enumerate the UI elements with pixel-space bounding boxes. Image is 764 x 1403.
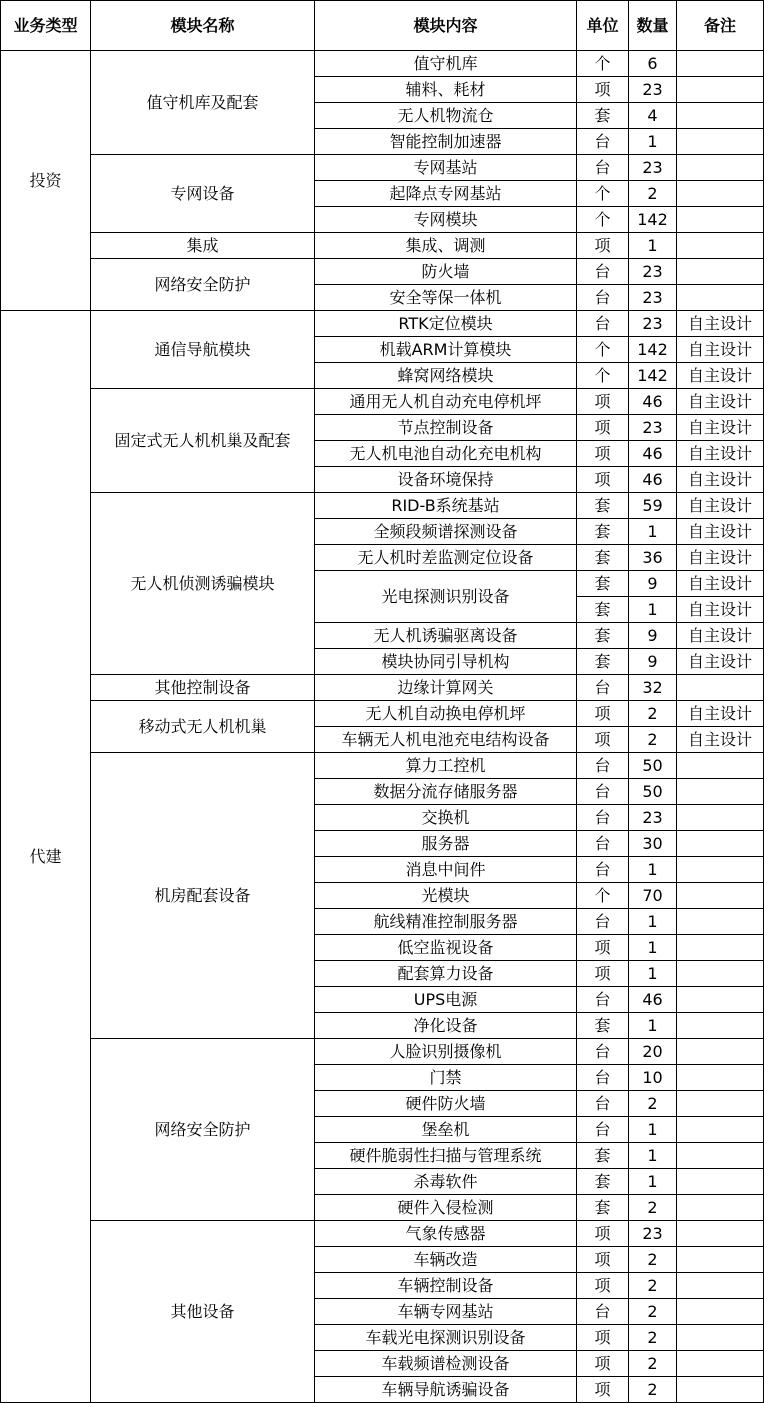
module-content-cell: 集成、调测 [315, 233, 577, 259]
quantity-cell: 46 [629, 441, 677, 467]
note-cell [677, 779, 764, 805]
unit-cell: 项 [577, 1247, 629, 1273]
unit-cell: 项 [577, 961, 629, 987]
unit-cell: 套 [577, 545, 629, 571]
header-note: 备注 [677, 1, 764, 51]
module-content-cell: 模块协同引导机构 [315, 649, 577, 675]
note-cell: 自主设计 [677, 467, 764, 493]
note-cell [677, 831, 764, 857]
note-cell [677, 207, 764, 233]
quantity-cell: 1 [629, 233, 677, 259]
note-cell: 自主设计 [677, 727, 764, 753]
module-content-cell: 车载光电探测识别设备 [315, 1325, 577, 1351]
unit-cell: 台 [577, 1065, 629, 1091]
note-cell [677, 935, 764, 961]
module-content-cell: 无人机诱骗驱离设备 [315, 623, 577, 649]
unit-cell: 项 [577, 701, 629, 727]
note-cell [677, 1013, 764, 1039]
module-content-cell: 值守机库 [315, 51, 577, 77]
module-content-cell: RID-B系统基站 [315, 493, 577, 519]
quantity-cell: 2 [629, 727, 677, 753]
quantity-cell: 2 [629, 1325, 677, 1351]
module-content-cell: 防火墙 [315, 259, 577, 285]
quantity-cell: 1 [629, 961, 677, 987]
unit-cell: 套 [577, 493, 629, 519]
module-content-cell: RTK定位模块 [315, 311, 577, 337]
module-content-cell: 节点控制设备 [315, 415, 577, 441]
unit-cell: 套 [577, 649, 629, 675]
quantity-cell: 2 [629, 1273, 677, 1299]
module-content-cell: 安全等保一体机 [315, 285, 577, 311]
module-name-cell: 集成 [91, 233, 315, 259]
quantity-cell: 46 [629, 987, 677, 1013]
note-cell: 自主设计 [677, 441, 764, 467]
unit-cell: 台 [577, 675, 629, 701]
module-content-cell: 无人机时差监测定位设备 [315, 545, 577, 571]
quantity-cell: 1 [629, 909, 677, 935]
module-content-cell: 硬件入侵检测 [315, 1195, 577, 1221]
note-cell [677, 51, 764, 77]
module-name-cell: 无人机侦测诱骗模块 [91, 493, 315, 675]
note-cell [677, 1299, 764, 1325]
note-cell [677, 805, 764, 831]
note-cell: 自主设计 [677, 571, 764, 597]
unit-cell: 个 [577, 337, 629, 363]
note-cell: 自主设计 [677, 311, 764, 337]
header-content: 模块内容 [315, 1, 577, 51]
unit-cell: 套 [577, 597, 629, 623]
quantity-cell: 1 [629, 935, 677, 961]
module-content-cell: 辅料、耗材 [315, 77, 577, 103]
unit-cell: 个 [577, 51, 629, 77]
module-content-cell: 光电探测识别设备 [315, 571, 577, 623]
note-cell [677, 857, 764, 883]
module-content-cell: UPS电源 [315, 987, 577, 1013]
module-name-cell: 移动式无人机机巢 [91, 701, 315, 753]
quantity-cell: 1 [629, 1013, 677, 1039]
note-cell [677, 1169, 764, 1195]
quantity-cell: 2 [629, 1351, 677, 1377]
unit-cell: 套 [577, 1169, 629, 1195]
note-cell: 自主设计 [677, 415, 764, 441]
note-cell: 自主设计 [677, 389, 764, 415]
note-cell [677, 285, 764, 311]
unit-cell: 个 [577, 363, 629, 389]
unit-cell: 项 [577, 1273, 629, 1299]
unit-cell: 个 [577, 207, 629, 233]
table-row [1, 1221, 764, 1247]
unit-cell: 个 [577, 883, 629, 909]
module-content-cell: 蜂窝网络模块 [315, 363, 577, 389]
note-cell [677, 1273, 764, 1299]
header-row [1, 1, 764, 51]
quantity-cell: 23 [629, 805, 677, 831]
quantity-cell: 2 [629, 1377, 677, 1403]
module-name-cell: 其他设备 [91, 1221, 315, 1403]
quantity-cell: 70 [629, 883, 677, 909]
quantity-cell: 23 [629, 77, 677, 103]
unit-cell: 套 [577, 623, 629, 649]
module-content-cell: 算力工控机 [315, 753, 577, 779]
note-cell [677, 259, 764, 285]
table-row [1, 259, 764, 285]
unit-cell: 项 [577, 1351, 629, 1377]
note-cell: 自主设计 [677, 363, 764, 389]
quantity-cell: 30 [629, 831, 677, 857]
business-type-cell: 代建 [1, 311, 91, 1403]
table-row [1, 1039, 764, 1065]
unit-cell: 台 [577, 909, 629, 935]
quantity-cell: 46 [629, 467, 677, 493]
quantity-cell: 1 [629, 1117, 677, 1143]
module-content-cell: 服务器 [315, 831, 577, 857]
unit-cell: 项 [577, 77, 629, 103]
quantity-cell: 23 [629, 259, 677, 285]
unit-cell: 项 [577, 1377, 629, 1403]
quantity-cell: 2 [629, 1195, 677, 1221]
quantity-cell: 1 [629, 519, 677, 545]
unit-cell: 台 [577, 831, 629, 857]
module-content-cell: 低空监视设备 [315, 935, 577, 961]
module-content-cell: 消息中间件 [315, 857, 577, 883]
quantity-cell: 2 [629, 1299, 677, 1325]
note-cell [677, 1039, 764, 1065]
quantity-cell: 32 [629, 675, 677, 701]
quantity-cell: 1 [629, 1143, 677, 1169]
table-body [1, 51, 764, 1403]
quantity-cell: 2 [629, 1091, 677, 1117]
module-content-cell: 无人机物流仓 [315, 103, 577, 129]
note-cell [677, 1195, 764, 1221]
module-name-cell: 专网设备 [91, 155, 315, 233]
note-cell: 自主设计 [677, 519, 764, 545]
quantity-cell: 50 [629, 779, 677, 805]
module-name-cell: 值守机库及配套 [91, 51, 315, 155]
unit-cell: 台 [577, 779, 629, 805]
unit-cell: 台 [577, 129, 629, 155]
quantity-cell: 20 [629, 1039, 677, 1065]
module-content-cell: 起降点专网基站 [315, 181, 577, 207]
note-cell [677, 961, 764, 987]
business-type-cell: 投资 [1, 51, 91, 311]
quantity-cell: 23 [629, 311, 677, 337]
unit-cell: 套 [577, 103, 629, 129]
quantity-cell: 4 [629, 103, 677, 129]
note-cell [677, 753, 764, 779]
note-cell [677, 675, 764, 701]
quantity-cell: 1 [629, 857, 677, 883]
note-cell: 自主设计 [677, 597, 764, 623]
note-cell [677, 1351, 764, 1377]
module-content-cell: 配套算力设备 [315, 961, 577, 987]
module-name-cell: 其他控制设备 [91, 675, 315, 701]
quantity-cell: 1 [629, 597, 677, 623]
module-content-cell: 全频段频谱探测设备 [315, 519, 577, 545]
module-name-cell: 通信导航模块 [91, 311, 315, 389]
quantity-cell: 2 [629, 701, 677, 727]
unit-cell: 套 [577, 519, 629, 545]
module-content-cell: 门禁 [315, 1065, 577, 1091]
unit-cell: 台 [577, 155, 629, 181]
note-cell [677, 1143, 764, 1169]
note-cell [677, 77, 764, 103]
header-qty: 数量 [629, 1, 677, 51]
quantity-cell: 142 [629, 363, 677, 389]
quantity-cell: 23 [629, 415, 677, 441]
note-cell [677, 987, 764, 1013]
unit-cell: 项 [577, 467, 629, 493]
module-content-cell: 车载频谱检测设备 [315, 1351, 577, 1377]
note-cell [677, 1221, 764, 1247]
note-cell [677, 155, 764, 181]
module-content-cell: 气象传感器 [315, 1221, 577, 1247]
unit-cell: 项 [577, 727, 629, 753]
unit-cell: 台 [577, 311, 629, 337]
quantity-cell: 9 [629, 571, 677, 597]
unit-cell: 个 [577, 181, 629, 207]
unit-cell: 台 [577, 259, 629, 285]
module-content-cell: 杀毒软件 [315, 1169, 577, 1195]
module-content-cell: 硬件防火墙 [315, 1091, 577, 1117]
note-cell [677, 1325, 764, 1351]
quantity-cell: 59 [629, 493, 677, 519]
module-content-cell: 专网基站 [315, 155, 577, 181]
note-cell [677, 1377, 764, 1403]
quantity-cell: 36 [629, 545, 677, 571]
table-row [1, 389, 764, 415]
note-cell [677, 1247, 764, 1273]
table-row [1, 233, 764, 259]
note-cell: 自主设计 [677, 623, 764, 649]
module-content-cell: 车辆导航诱骗设备 [315, 1377, 577, 1403]
note-cell: 自主设计 [677, 701, 764, 727]
unit-cell: 项 [577, 389, 629, 415]
module-content-cell: 硬件脆弱性扫描与管理系统 [315, 1143, 577, 1169]
module-content-cell: 净化设备 [315, 1013, 577, 1039]
module-name-cell: 网络安全防护 [91, 259, 315, 311]
quantity-cell: 2 [629, 1247, 677, 1273]
table-row [1, 51, 764, 77]
module-content-cell: 通用无人机自动充电停机坪 [315, 389, 577, 415]
module-name-cell: 网络安全防护 [91, 1039, 315, 1221]
unit-cell: 台 [577, 857, 629, 883]
module-content-cell: 车辆专网基站 [315, 1299, 577, 1325]
module-content-cell: 车辆控制设备 [315, 1273, 577, 1299]
quantity-cell: 23 [629, 285, 677, 311]
header-unit: 单位 [577, 1, 629, 51]
quantity-cell: 6 [629, 51, 677, 77]
unit-cell: 项 [577, 441, 629, 467]
module-content-cell: 数据分流存储服务器 [315, 779, 577, 805]
note-cell: 自主设计 [677, 649, 764, 675]
note-cell: 自主设计 [677, 493, 764, 519]
unit-cell: 套 [577, 571, 629, 597]
module-content-cell: 航线精准控制服务器 [315, 909, 577, 935]
module-content-cell: 堡垒机 [315, 1117, 577, 1143]
quantity-cell: 46 [629, 389, 677, 415]
quantity-cell: 1 [629, 1169, 677, 1195]
table-row [1, 493, 764, 519]
unit-cell: 项 [577, 1325, 629, 1351]
unit-cell: 项 [577, 1221, 629, 1247]
unit-cell: 台 [577, 285, 629, 311]
note-cell [677, 103, 764, 129]
header-type: 业务类型 [1, 1, 91, 51]
quantity-cell: 1 [629, 129, 677, 155]
unit-cell: 套 [577, 1013, 629, 1039]
unit-cell: 套 [577, 1143, 629, 1169]
module-content-cell: 设备环境保持 [315, 467, 577, 493]
note-cell: 自主设计 [677, 337, 764, 363]
table-row [1, 155, 764, 181]
unit-cell: 台 [577, 1039, 629, 1065]
note-cell [677, 181, 764, 207]
quantity-cell: 9 [629, 623, 677, 649]
quantity-cell: 50 [629, 753, 677, 779]
note-cell [677, 909, 764, 935]
unit-cell: 项 [577, 415, 629, 441]
note-cell [677, 1117, 764, 1143]
unit-cell: 台 [577, 1117, 629, 1143]
module-content-cell: 无人机电池自动化充电机构 [315, 441, 577, 467]
note-cell [677, 1065, 764, 1091]
module-content-cell: 交换机 [315, 805, 577, 831]
unit-cell: 台 [577, 1091, 629, 1117]
module-content-cell: 车辆改造 [315, 1247, 577, 1273]
quantity-cell: 9 [629, 649, 677, 675]
unit-cell: 项 [577, 233, 629, 259]
unit-cell: 套 [577, 1195, 629, 1221]
module-content-cell: 机载ARM计算模块 [315, 337, 577, 363]
note-cell [677, 233, 764, 259]
note-cell: 自主设计 [677, 545, 764, 571]
quantity-cell: 10 [629, 1065, 677, 1091]
table-row [1, 675, 764, 701]
module-content-cell: 人脸识别摄像机 [315, 1039, 577, 1065]
module-content-cell: 光模块 [315, 883, 577, 909]
note-cell [677, 1091, 764, 1117]
quantity-cell: 23 [629, 1221, 677, 1247]
unit-cell: 台 [577, 805, 629, 831]
table-row [1, 701, 764, 727]
module-content-cell: 无人机自动换电停机坪 [315, 701, 577, 727]
unit-cell: 项 [577, 935, 629, 961]
unit-cell: 台 [577, 1299, 629, 1325]
module-name-cell: 机房配套设备 [91, 753, 315, 1039]
quantity-cell: 2 [629, 181, 677, 207]
module-content-cell: 专网模块 [315, 207, 577, 233]
module-content-cell: 智能控制加速器 [315, 129, 577, 155]
note-cell [677, 883, 764, 909]
table-row [1, 753, 764, 779]
note-cell [677, 129, 764, 155]
header-module: 模块名称 [91, 1, 315, 51]
quantity-cell: 142 [629, 207, 677, 233]
quantity-cell: 23 [629, 155, 677, 181]
quantity-cell: 142 [629, 337, 677, 363]
table-row [1, 311, 764, 337]
module-content-cell: 边缘计算网关 [315, 675, 577, 701]
module-content-cell: 车辆无人机电池充电结构设备 [315, 727, 577, 753]
module-name-cell: 固定式无人机机巢及配套 [91, 389, 315, 493]
unit-cell: 台 [577, 753, 629, 779]
unit-cell: 台 [577, 987, 629, 1013]
